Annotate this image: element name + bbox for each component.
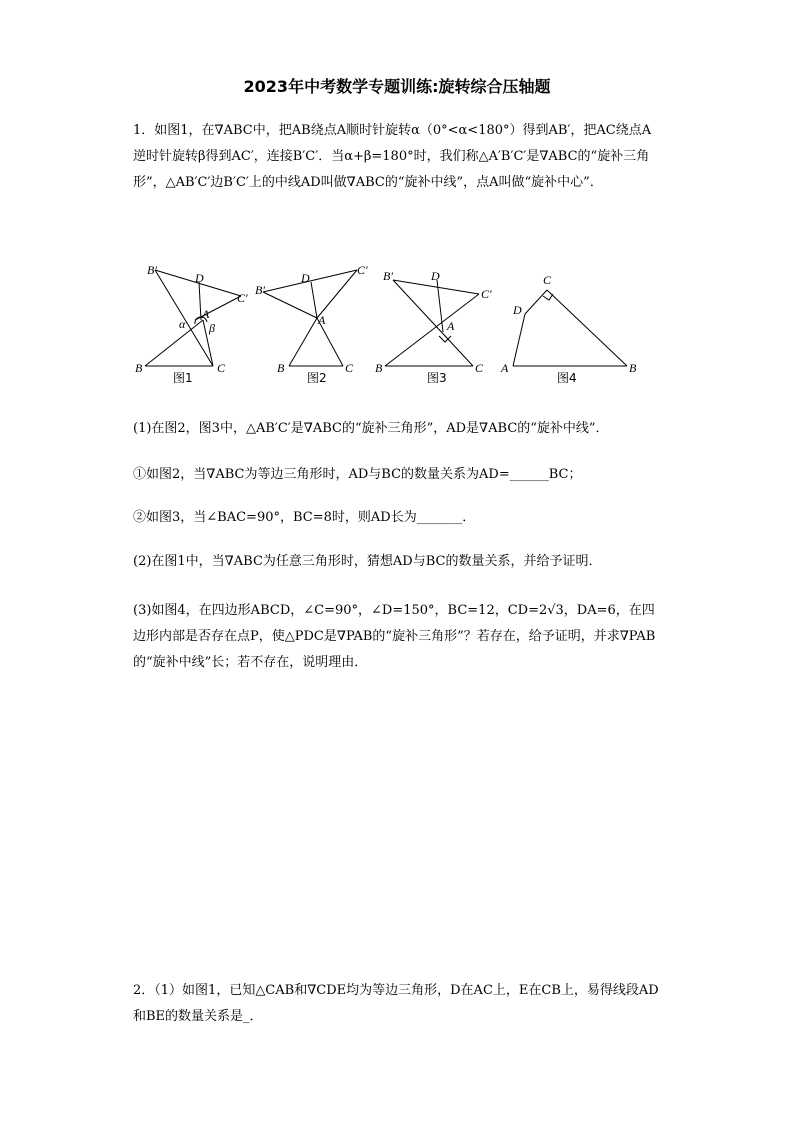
fig3-label-cprime: C′ [481, 287, 492, 301]
fig1-label-a: A [202, 307, 210, 321]
fig4-label-c: C [543, 273, 552, 287]
fig2-label-c: C [345, 361, 354, 375]
sub-question-3: (3)如图4，在四边形ABCD，∠C=90°，∠D=150°，BC=12，CD=2√3，DA=6，在四边形内部是否存在点P，使△PDC是∇PAB的“旋补三角形”？若存在，给予证明，并求∇PAB的“旋补中线”长；若不存在，说明理由． [133, 603, 656, 670]
sub-question-1b: ②如图3，当∠BAC=90°，BC=8时，则AD长为_______． [133, 510, 476, 525]
figure-3 [375, 269, 492, 385]
figure-4 [500, 273, 637, 385]
fig1-label-cprime: C′ [237, 291, 248, 305]
fig3-label-a: A [447, 319, 455, 333]
figure-1 [135, 263, 248, 385]
fig1-label-alpha: α [179, 317, 186, 331]
figure-row [133, 260, 663, 390]
sub-question-2: (2)在图1中，当∇ABC为任意三角形时，猜想AD与BC的数量关系，并给予证明． [133, 554, 602, 569]
question-1-text: 1．如图1，在∇ABC中，把AB绕点A顺时针旋转α（0°<α<180°）得到AB′，把AC绕点A逆时针旋转β得到AC′，连接B′C′．当α+β=180°时，我们称△A′B′C′是∇ABC的“旋补三角形”，△AB′C′边B′C′上的中线AD叫做∇ABC的“旋补中线”，点A叫做“旋补中心”． [133, 123, 652, 190]
figures-svg [133, 260, 663, 390]
fig4-label-a: A [501, 361, 509, 375]
fig3-caption: 图3 [427, 371, 447, 385]
fig1-label-c: C [217, 361, 226, 375]
fig1-label-b: B [135, 361, 143, 375]
fig1-label-beta: β [209, 321, 215, 335]
fig3-label-b: B [375, 361, 383, 375]
question-2-text: 2．（1）如图1，已知△CAB和∇CDE均为等边三角形，D在AC上，E在CB上，易得线段AD和BE的数量关系是_． [133, 983, 659, 1024]
fig2-label-a: A [318, 313, 326, 327]
fig2-label-d: D [301, 271, 310, 285]
fig4-label-d: D [513, 303, 522, 317]
fig3-label-bprime: B′ [383, 269, 393, 283]
sub-question-1: (1)在图2，图3中，△AB′C′是∇ABC的“旋补三角形”，AD是∇ABC的“旋补中线”． [133, 421, 609, 436]
figure-2 [255, 263, 368, 385]
fig1-caption: 图1 [173, 371, 193, 385]
fig1-label-d: D [195, 271, 204, 285]
page-title: 2023年中考数学专题训练:旋转综合压轴题 [243, 77, 551, 96]
fig2-label-cprime: C′ [357, 263, 368, 277]
fig3-label-d: D [431, 269, 440, 283]
fig4-caption: 图4 [557, 371, 577, 385]
fig2-label-bprime: B′ [255, 283, 265, 297]
fig4-label-b: B [629, 361, 637, 375]
fig2-caption: 图2 [307, 371, 327, 385]
fig1-label-bprime: B′ [147, 263, 157, 277]
sub-question-1a: ①如图2，当∇ABC为等边三角形时，AD与BC的数量关系为AD=______BC； [133, 467, 582, 482]
fig2-label-b: B [277, 361, 285, 375]
fig3-label-c: C [475, 361, 484, 375]
